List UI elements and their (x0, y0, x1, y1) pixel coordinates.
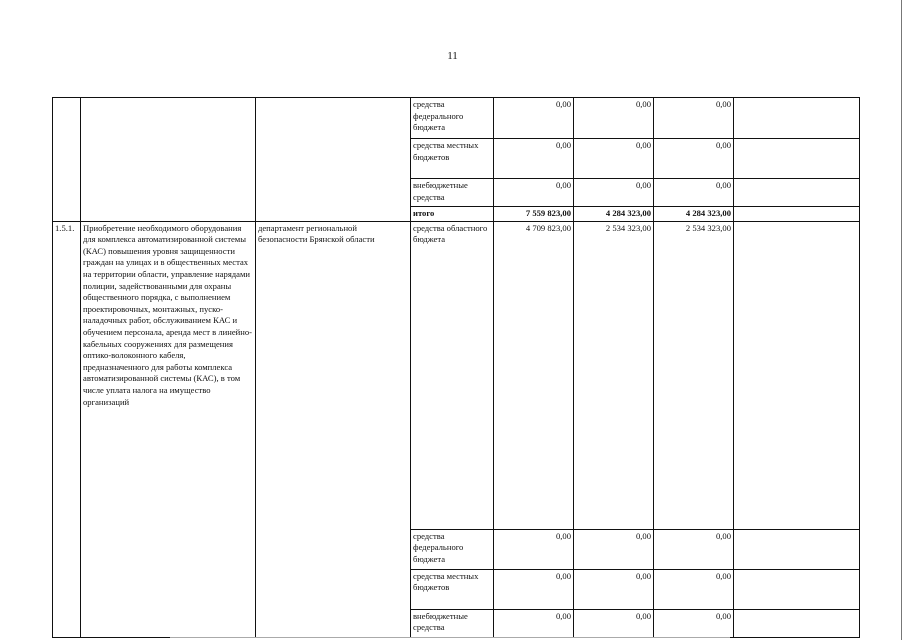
value-cell: 0,00 (654, 569, 734, 609)
value-cell: 0,00 (494, 609, 574, 637)
total-value: 4 284 323,00 (574, 207, 654, 222)
scan-edge-line (901, 0, 902, 640)
number-cell-empty (53, 98, 81, 222)
source-cell: средства местных бюджетов (411, 569, 494, 609)
value-cell: 0,00 (574, 98, 654, 139)
value-cell: 0,00 (654, 529, 734, 569)
value-cell: 2 534 323,00 (574, 221, 654, 529)
item-executor: департамент региональной безопасности Брянской области (256, 221, 411, 637)
table-row (53, 98, 860, 139)
source-cell: внебюджетные средства (411, 179, 494, 207)
extra-cell (734, 529, 860, 569)
extra-cell (734, 98, 860, 139)
extra-cell (734, 569, 860, 609)
table-row (53, 221, 860, 529)
extra-cell (734, 609, 860, 637)
budget-table (52, 97, 860, 638)
value-cell: 4 709 823,00 (494, 221, 574, 529)
value-cell: 0,00 (574, 139, 654, 179)
source-cell: средства федерального бюджета (411, 529, 494, 569)
extra-cell (734, 207, 860, 222)
value-cell: 0,00 (654, 98, 734, 139)
value-cell: 0,00 (654, 139, 734, 179)
value-cell: 0,00 (494, 569, 574, 609)
value-cell: 0,00 (654, 609, 734, 637)
total-value: 7 559 823,00 (494, 207, 574, 222)
value-cell: 0,00 (494, 529, 574, 569)
executor-cell-empty (256, 98, 411, 222)
name-cell-empty (81, 98, 256, 222)
value-cell: 0,00 (494, 139, 574, 179)
source-cell: средства местных бюджетов (411, 139, 494, 179)
extra-cell (734, 221, 860, 529)
page-number: 11 (447, 50, 458, 62)
value-cell: 0,00 (574, 179, 654, 207)
source-cell: средства областного бюджета (411, 221, 494, 529)
value-cell: 0,00 (574, 529, 654, 569)
value-cell: 0,00 (574, 569, 654, 609)
page-bottom-edge (170, 637, 730, 638)
total-value: 4 284 323,00 (654, 207, 734, 222)
value-cell: 0,00 (494, 98, 574, 139)
value-cell: 0,00 (494, 179, 574, 207)
item-name: Приобретение необходимого оборудования для комплекса автоматизированной системы (КАС) повышения уровня защищенности граждан на улицах и в общественных местах на территории области, управление нарядами полиции, задействованными для охраны общественного порядка, с выполнением проектировочных, монтажных, пуско-наладочных работ, обслуживанием КАС и обучением персонала, аренда мест в линейно-кабельных сооружениях для размещения оптико-волоконного кабеля, предназначенного для работы комплекса автоматизированной системы (КАС), в том числе уплата налога на имущество организаций (81, 221, 256, 637)
total-label: итого (411, 207, 494, 222)
item-number: 1.5.1. (53, 221, 81, 637)
extra-cell (734, 179, 860, 207)
source-cell: внебюджетные средства (411, 609, 494, 637)
value-cell: 2 534 323,00 (654, 221, 734, 529)
value-cell: 0,00 (574, 609, 654, 637)
value-cell: 0,00 (654, 179, 734, 207)
source-cell: средства федерального бюджета (411, 98, 494, 139)
extra-cell (734, 139, 860, 179)
